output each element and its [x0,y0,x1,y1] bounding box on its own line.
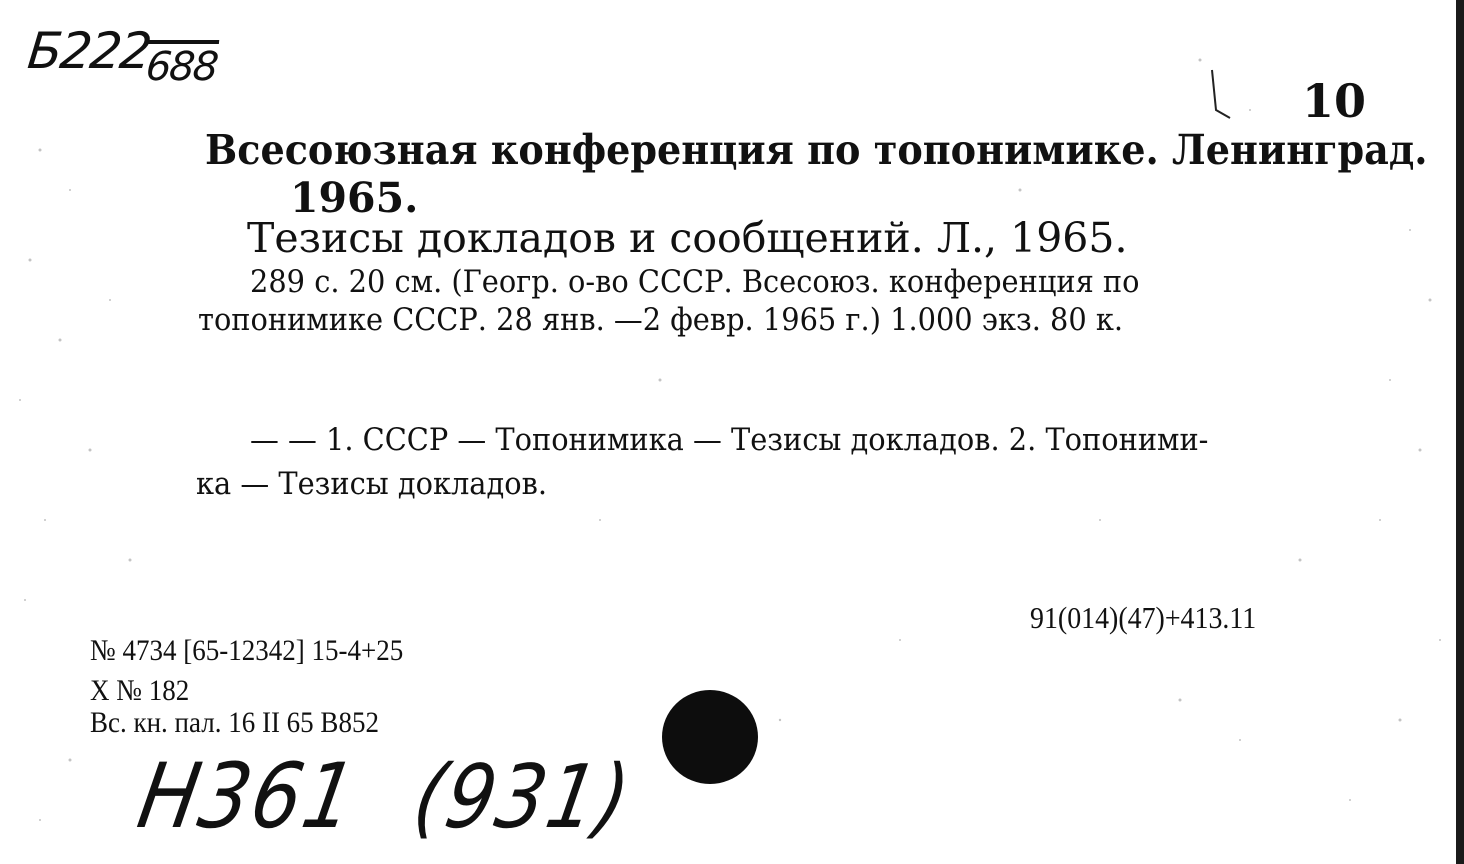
card-edge-shadow [1456,0,1464,864]
classification-index: 91(014)(47)+413.11 [1030,600,1257,635]
handwritten-inventory [131,745,639,849]
heading-line-1: Всесоюзная конференция по топонимике. Ленинград. [205,126,1428,174]
handwritten-inventory-number: Н361 [130,745,365,849]
handwritten-inventory-paren: (931) [406,745,640,848]
registry-line-1: № 4734 [65-12342] 15-4+25 [90,634,404,667]
shelf-mark-main: Б222 [24,22,153,80]
shelf-mark [24,22,223,90]
shelf-mark-sub: 688 [143,44,219,90]
description-line-2: топонимике СССР. 28 янв. —2 февр. 1965 г.) 1.000 экз. 80 к. [198,302,1124,338]
punch-hole [662,690,758,784]
heading-line-2: 1965. [290,174,419,222]
registry-line-3: Вс. кн. пал. 16 II 65 В852 [90,706,379,739]
registry-line-2: X № 182 [90,674,190,707]
subjects-line-1: — — 1. СССР — Топонимика — Тезисы докладов. 2. Топоними- [250,422,1209,458]
title-line: Тезисы докладов и сообщений. Л., 1965. [247,214,1128,262]
description-line-1: 289 с. 20 см. (Геогр. о-во СССР. Всесоюз. конференция по [250,264,1140,300]
subjects-line-2: ка — Тезисы докладов. [196,466,547,502]
card-number: 10 [1302,74,1367,128]
